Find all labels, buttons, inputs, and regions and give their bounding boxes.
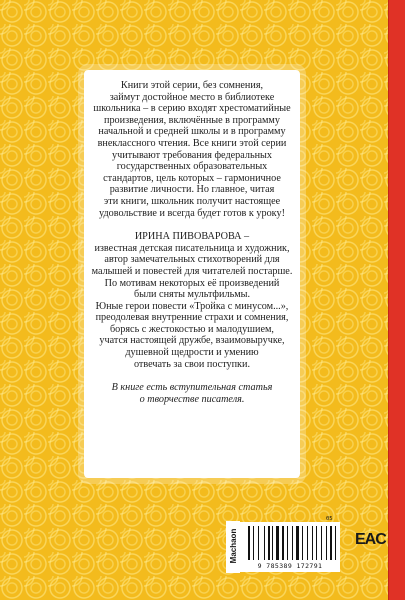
- text-line: стандартов, цель которых – гармоничное: [103, 172, 281, 184]
- barcode-bar: [333, 526, 334, 560]
- text-line: внеклассного чтения. Все книги этой серии: [97, 137, 287, 149]
- barcode-bar: [266, 526, 267, 560]
- barcode-bar: [335, 526, 336, 560]
- spine-strip: [388, 0, 405, 600]
- barcode-bar: [280, 526, 281, 560]
- text-line: о творчестве писателя.: [139, 393, 245, 405]
- barcode-bar: [300, 526, 301, 560]
- publisher-logo-text: Machaon: [229, 528, 238, 564]
- text-line: Юные герои повести «Тройка с минусом...»,: [95, 300, 289, 312]
- text-line: По мотивам некоторых её произведений: [104, 277, 280, 289]
- barcode: [232, 516, 340, 572]
- barcode-bar: [287, 526, 288, 560]
- barcode-bar: [248, 526, 250, 560]
- text-line: эти книги, школьник получит настоящее: [103, 195, 281, 207]
- barcode-bar: [330, 526, 332, 560]
- text-line: удовольствие и всегда будет готов к уроку!: [99, 207, 285, 219]
- text-line: учитывают требования федеральных: [112, 149, 272, 161]
- barcode-bar: [328, 526, 329, 560]
- text-line: государственных образовательных: [116, 161, 268, 173]
- barcode-bar: [292, 526, 293, 560]
- text-line: развитие личности. Но главное, читая: [109, 184, 275, 196]
- text-line: В книге есть вступительная статья: [111, 382, 273, 394]
- barcode-bar: [264, 526, 265, 560]
- note-paragraph: [89, 382, 295, 405]
- barcode-addon: 05: [326, 516, 333, 522]
- barcode-bar: [307, 526, 308, 560]
- barcode-bar: [316, 526, 317, 560]
- text-line: школьника – в серию входят хрестоматийные: [93, 103, 291, 115]
- text-line: душевной щедрости и умению: [125, 347, 259, 359]
- barcode-bar: [302, 526, 303, 560]
- barcode-bar: [323, 526, 325, 560]
- barcode-bar: [268, 526, 270, 560]
- text-line: малышей и повестей для читателей постарше.: [91, 265, 293, 277]
- intro-paragraph: [89, 80, 295, 219]
- text-line: известная детская писательница и художник,: [94, 242, 290, 254]
- barcode-bar: [276, 526, 279, 560]
- text-panel: [84, 70, 300, 478]
- barcode-bar: [318, 526, 321, 560]
- text-line: отвечать за свои поступки.: [133, 358, 251, 370]
- barcode-bar: [289, 526, 291, 560]
- author-paragraph: [89, 231, 295, 370]
- text-line: произведения, включённые в программу: [104, 114, 280, 126]
- barcode-bar: [304, 526, 306, 560]
- publisher-logo: [226, 521, 240, 573]
- barcode-bar: [294, 526, 295, 560]
- text-line: займут достойное место в библиотеке: [109, 91, 275, 103]
- text-line: были сняты мультфильмы.: [133, 289, 251, 301]
- text-line: борясь с жестокостью и малодушием,: [110, 323, 274, 335]
- barcode-bar: [271, 526, 272, 560]
- barcode-bars: [248, 526, 336, 560]
- barcode-bar: [285, 526, 286, 560]
- barcode-bar: [255, 526, 257, 560]
- barcode-bar: [274, 526, 275, 560]
- text-line: Книги этой серии, без сомнения,: [120, 80, 264, 91]
- barcode-bar: [272, 526, 273, 560]
- barcode-bar: [251, 526, 252, 560]
- text-line: учатся настоящей дружбе, взаимовыручке,: [99, 335, 285, 347]
- barcode-number: 9 785389 172791: [257, 562, 323, 570]
- author-name: ИРИНА ПИВОВАРОВА –: [134, 231, 250, 243]
- barcode-bar: [312, 526, 313, 560]
- barcode-bar: [321, 526, 322, 560]
- text-line: автор замечательных стихотворений для: [104, 254, 280, 266]
- barcode-bar: [282, 526, 284, 560]
- barcode-bar: [260, 526, 263, 560]
- eac-mark: EAC: [355, 531, 386, 548]
- barcode-bar: [326, 526, 327, 560]
- barcode-bar: [314, 526, 315, 560]
- barcode-bar: [296, 526, 299, 560]
- barcode-bar: [309, 526, 311, 560]
- barcode-bar: [258, 526, 259, 560]
- text-line: начальной и средней школы и в программу: [98, 126, 286, 138]
- barcode-bar: [253, 526, 254, 560]
- text-line: преодолевая внутренние страхи и сомнения,: [95, 312, 289, 324]
